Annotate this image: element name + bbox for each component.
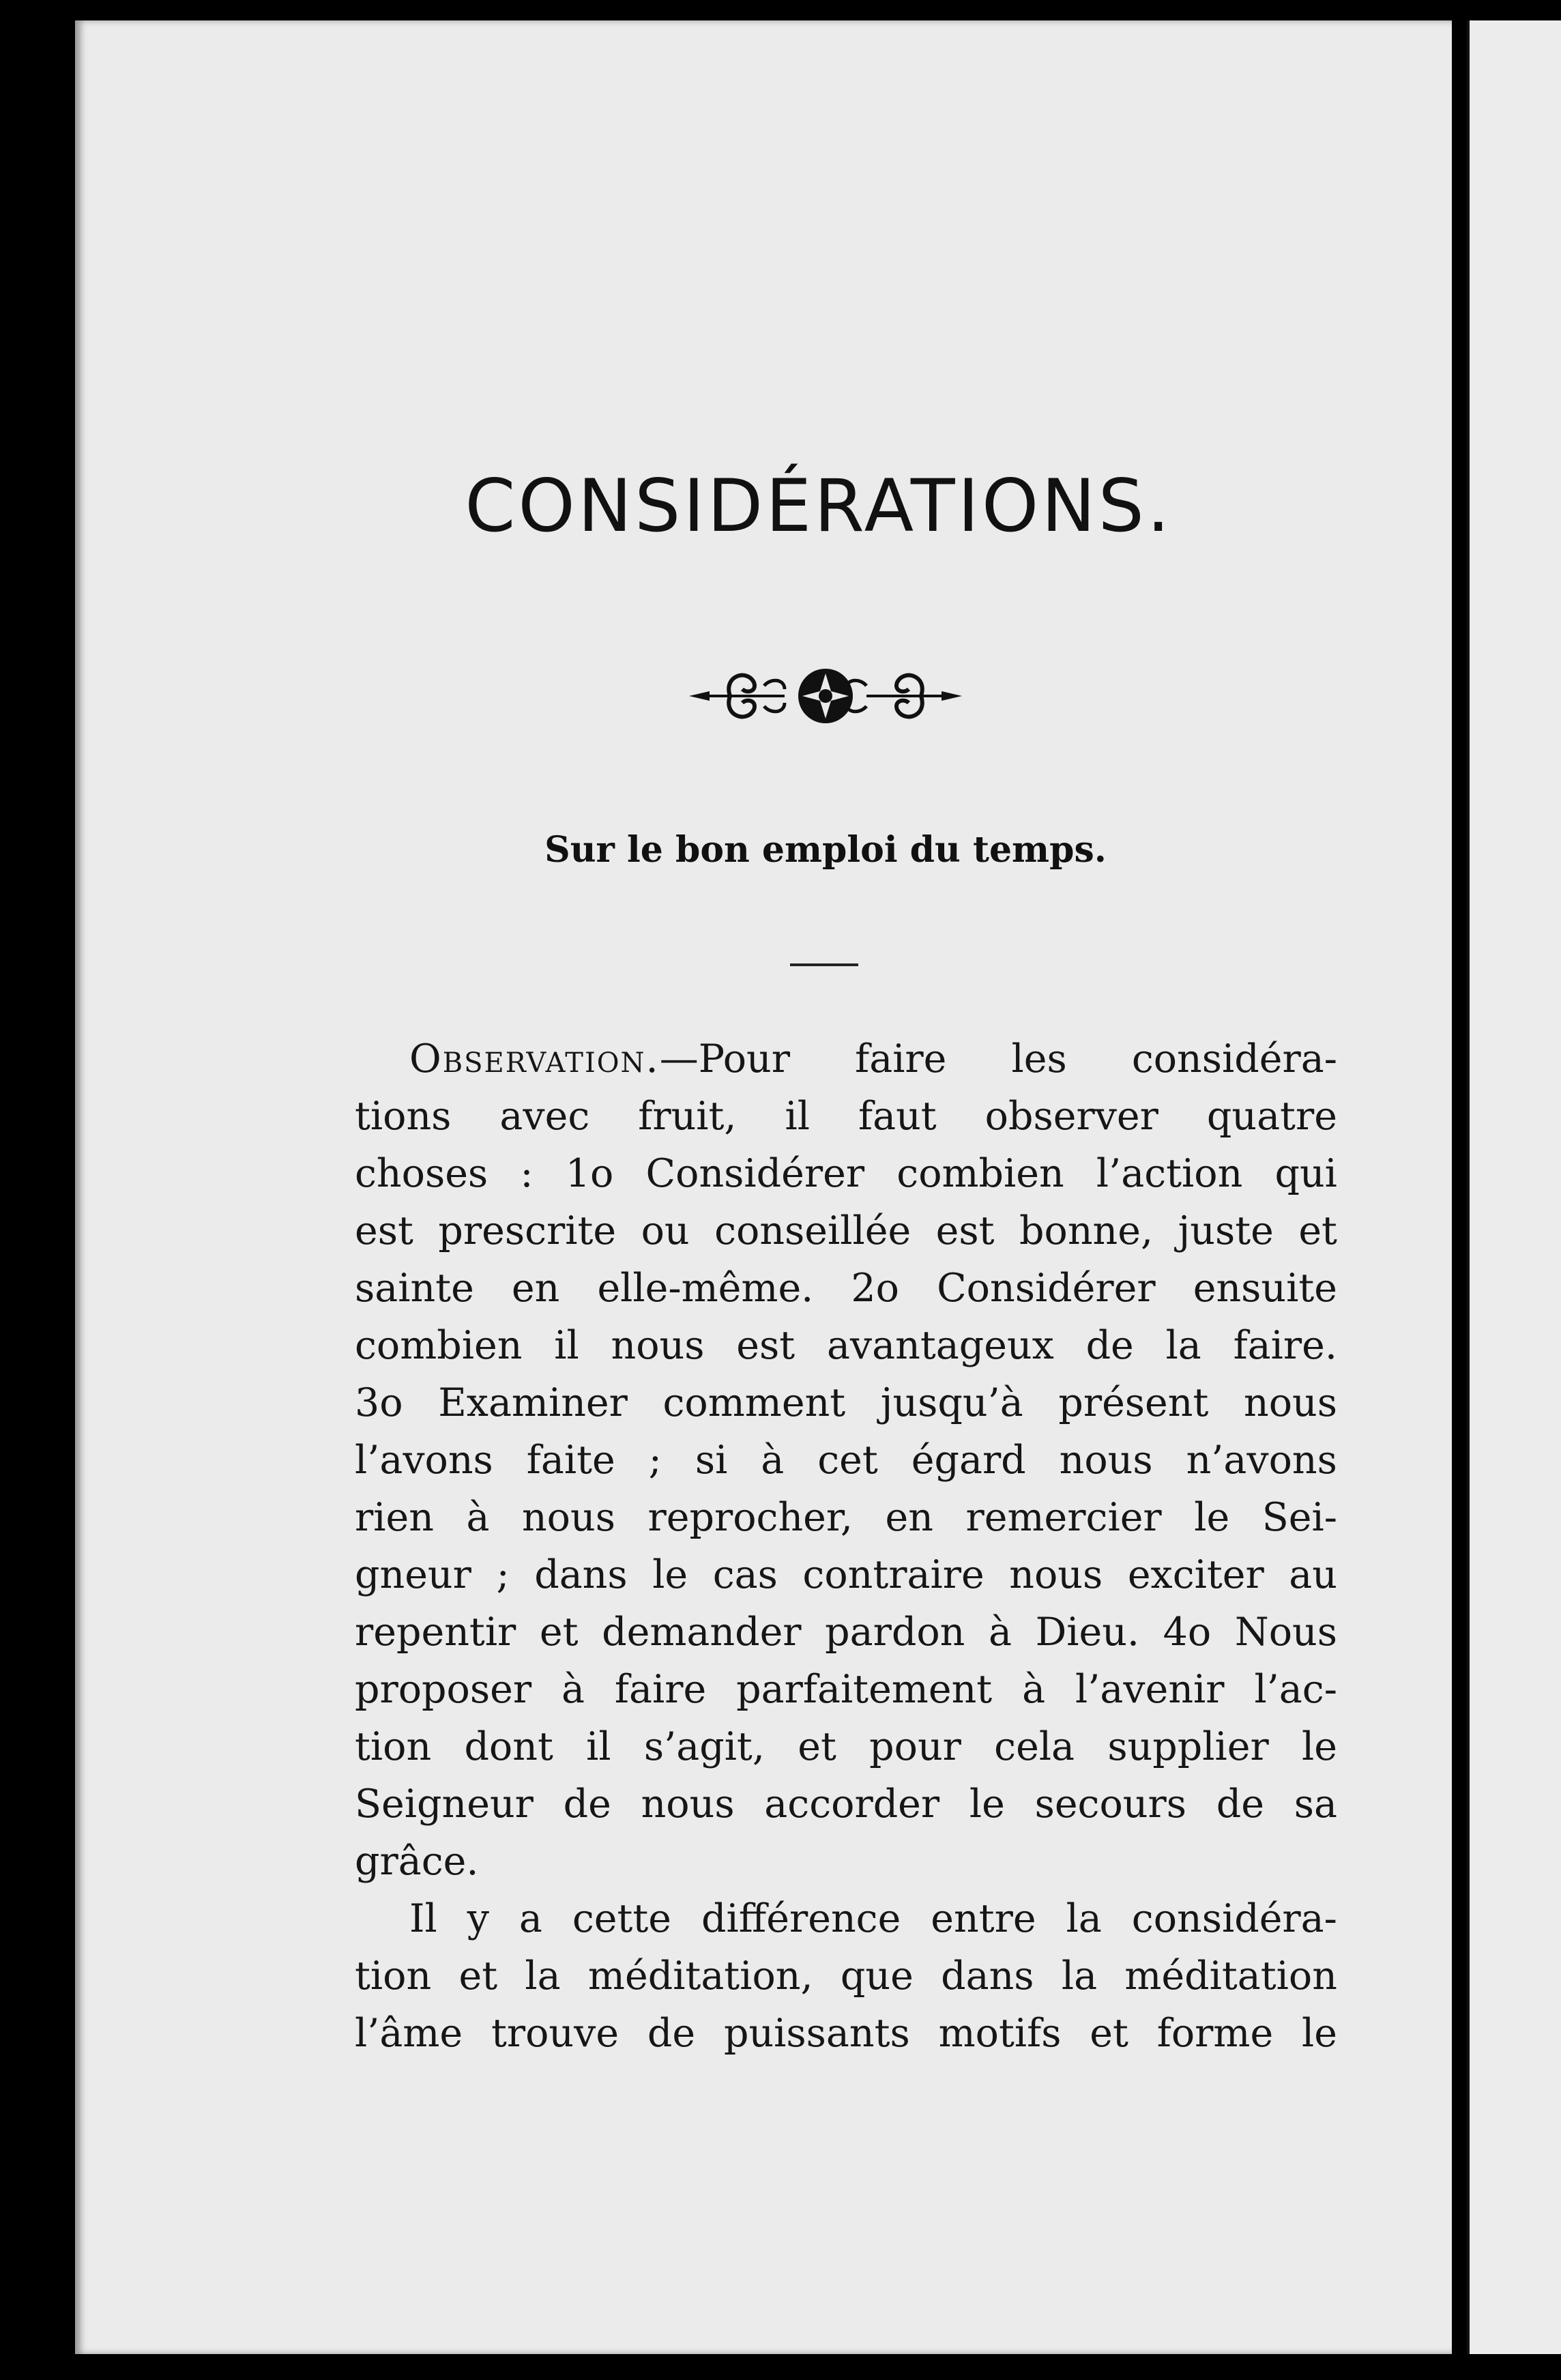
word: faite (526, 1438, 615, 1483)
word: ou (641, 1208, 690, 1253)
word: cela (994, 1724, 1075, 1769)
word: jusqu’à (880, 1380, 1023, 1425)
word: grâce. (355, 1839, 479, 1884)
word: motifs (938, 2011, 1062, 2056)
word: méditation, (587, 1954, 813, 1999)
word: 1o (565, 1151, 614, 1196)
word: remercier (965, 1495, 1162, 1540)
word: a (519, 1896, 542, 1941)
word: différence (701, 1896, 901, 1941)
word: ; (648, 1438, 662, 1483)
text-line (355, 1718, 1337, 1775)
word: les (1011, 1036, 1067, 1082)
text-line (355, 1432, 1337, 1489)
word: il (785, 1094, 810, 1139)
word: et (458, 1954, 498, 1999)
word: la (1066, 1896, 1102, 1941)
word: exciter (1127, 1552, 1264, 1597)
word: le (1194, 1495, 1230, 1540)
word: l’ac- (1254, 1667, 1337, 1712)
word: parfaitement (736, 1667, 993, 1712)
word: repentir (355, 1610, 516, 1655)
text-line (355, 1661, 1337, 1718)
word: comment (662, 1380, 846, 1425)
word: pardon (825, 1610, 965, 1655)
word: accorder (764, 1782, 940, 1827)
text-line (355, 2005, 1337, 2062)
word: nous (611, 1323, 705, 1368)
word: en (885, 1495, 933, 1540)
word: nous (1059, 1438, 1153, 1483)
short-rule (790, 963, 858, 966)
word: Il (409, 1896, 437, 1941)
word: et (1090, 2011, 1128, 2056)
word: l’avons (355, 1438, 493, 1483)
word: et (539, 1610, 579, 1655)
word: forme (1156, 2011, 1274, 2056)
word: prescrite (438, 1208, 617, 1253)
word: Sei- (1261, 1495, 1337, 1540)
word: égard (911, 1438, 1026, 1483)
word: est (355, 1208, 413, 1253)
word: gneur (355, 1552, 471, 1597)
word: 2o (851, 1266, 899, 1311)
word: la (1165, 1323, 1201, 1368)
word: nous (1009, 1552, 1103, 1597)
text-line (355, 1947, 1337, 2005)
word: : (520, 1151, 534, 1196)
word: demander (602, 1610, 802, 1655)
word: de (647, 2011, 696, 2056)
word: supplier (1107, 1724, 1269, 1769)
word: contraire (802, 1552, 984, 1597)
word: cette (572, 1896, 672, 1941)
word: Considérer (645, 1151, 865, 1196)
word: au (1289, 1552, 1337, 1597)
facing-page-edge (1467, 20, 1561, 2354)
observation-lead (409, 1030, 790, 1088)
word: de (1085, 1323, 1134, 1368)
word: secours (1034, 1782, 1187, 1827)
text-line (355, 1317, 1337, 1374)
word: la (525, 1954, 561, 1999)
word: rien (355, 1495, 434, 1540)
word: nous (641, 1782, 735, 1827)
text-line (355, 1890, 1337, 1947)
text-line (355, 1260, 1337, 1317)
word: Considérer (937, 1266, 1156, 1311)
word: nous (521, 1495, 615, 1540)
word: 3o (355, 1380, 403, 1425)
word: à (466, 1495, 490, 1540)
text-line (355, 1030, 1337, 1088)
text-line (355, 1833, 1337, 1890)
word: choses (355, 1151, 488, 1196)
word: fruit, (638, 1094, 737, 1139)
word: l’action (1096, 1151, 1243, 1196)
word: pour (869, 1724, 961, 1769)
word: tions (355, 1094, 452, 1139)
word: tion (355, 1954, 432, 1999)
second-paragraph (355, 1890, 1337, 2062)
word: dans (941, 1954, 1034, 1999)
word: à (761, 1438, 785, 1483)
word: si (695, 1438, 728, 1483)
word: le (969, 1782, 1005, 1827)
word: et (1298, 1208, 1337, 1253)
word: juste (1178, 1208, 1274, 1253)
word: combien (355, 1323, 523, 1368)
word: observer (984, 1094, 1158, 1139)
text-line (355, 1603, 1337, 1661)
word: Nous (1234, 1610, 1337, 1655)
word: dans (534, 1552, 628, 1597)
text-line (355, 1546, 1337, 1603)
ornament-icon (682, 658, 969, 734)
word: elle-même. (597, 1266, 814, 1311)
word: avec (499, 1094, 590, 1139)
word: trouve (491, 2011, 619, 2056)
word: dont (464, 1724, 553, 1769)
text-line (355, 1374, 1337, 1432)
page-title: CONSIDÉRATIONS. (465, 464, 1173, 548)
word: combien (896, 1151, 1064, 1196)
word: le (1302, 2011, 1337, 2056)
word: considéra- (1131, 1036, 1337, 1082)
word: Seigneur (355, 1782, 534, 1827)
word: l’âme (355, 2011, 463, 2056)
word: est (736, 1323, 796, 1368)
word: entre (931, 1896, 1036, 1941)
word: ; (496, 1552, 510, 1597)
word: à (988, 1610, 1012, 1655)
word: s’agit, (643, 1724, 765, 1769)
text-line (355, 1145, 1337, 1202)
word: conseillée (714, 1208, 911, 1253)
word: avantageux (826, 1323, 1054, 1368)
word: y (467, 1896, 489, 1941)
word: Examiner (438, 1380, 628, 1425)
word: et (798, 1724, 836, 1769)
word: qui (1274, 1151, 1337, 1196)
word: puissants (723, 2011, 910, 2056)
observation-label: Observation. (409, 1036, 660, 1082)
word: n’avons (1186, 1438, 1337, 1483)
word: il (554, 1323, 579, 1368)
word: quatre (1206, 1094, 1337, 1139)
word: présent (1058, 1380, 1209, 1425)
word: l’avenir (1075, 1667, 1225, 1712)
text-line (355, 1088, 1337, 1145)
word: nous (1244, 1380, 1337, 1425)
word: faire. (1233, 1323, 1337, 1368)
word: Pour (698, 1036, 791, 1082)
word: bonne, (1019, 1208, 1154, 1253)
word: méditation (1124, 1954, 1337, 1999)
word: est (935, 1208, 995, 1253)
word: à (561, 1667, 585, 1712)
word: il (586, 1724, 611, 1769)
word: sa (1294, 1782, 1337, 1827)
word: Dieu. (1035, 1610, 1140, 1655)
word: la (1061, 1954, 1098, 1999)
word: ensuite (1193, 1266, 1337, 1311)
word: faire (855, 1036, 947, 1082)
word: 4o (1163, 1610, 1212, 1655)
section-subtitle: Sur le bon emploi du temps. (544, 829, 1107, 871)
word: de (563, 1782, 611, 1827)
word: le (652, 1552, 688, 1597)
word: sainte (355, 1266, 474, 1311)
text-line (355, 1775, 1337, 1833)
word: faut (858, 1094, 937, 1139)
word: cas (712, 1552, 778, 1597)
observation-paragraph (355, 1030, 1337, 1890)
word: tion (355, 1724, 432, 1769)
word: le (1301, 1724, 1337, 1769)
word: reprocher, (647, 1495, 854, 1540)
word: cet (817, 1438, 878, 1483)
word: considéra- (1131, 1896, 1337, 1941)
word: de (1216, 1782, 1264, 1827)
em-dash: — (659, 1036, 699, 1082)
word: en (511, 1266, 560, 1311)
body-text (355, 1030, 1337, 2062)
text-line (355, 1489, 1337, 1546)
word: proposer (355, 1667, 532, 1712)
text-line (355, 1202, 1337, 1260)
word: que (840, 1954, 914, 1999)
word: à (1022, 1667, 1046, 1712)
word: faire (614, 1667, 707, 1712)
